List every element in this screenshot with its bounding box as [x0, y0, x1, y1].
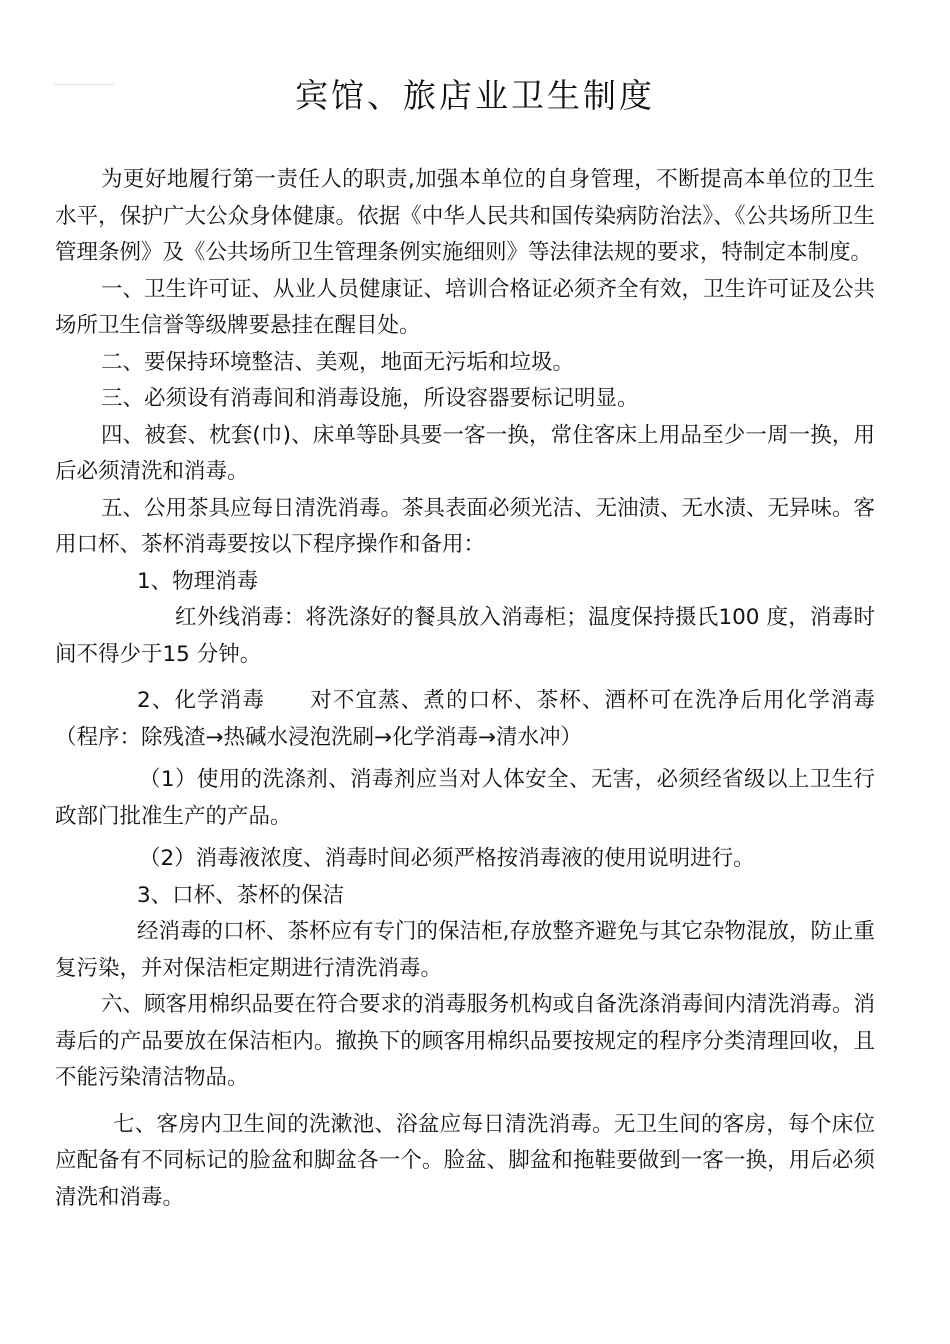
clause-7: 七、客房内卫生间的洗漱池、浴盆应每日清洗消毒。无卫生间的客房，每个床位应配备有不同标记的脸盆和脚盆各一个。脸盆、脚盆和拖鞋要做到一客一换，用后必须清洗和消毒。 [55, 1111, 875, 1210]
document-body [55, 162, 875, 1216]
subsection-chemical-disinfection: 2、化学消毒 对不宜蒸、煮的口杯、茶杯、酒杯可在洗净后用化学消毒（程序：除残渣→热碱水浸泡洗刷→化学消毒→清水冲） [55, 688, 875, 750]
clause-2: 二、要保持环境整洁、美观，地面无污垢和垃圾。 [101, 349, 575, 375]
clause-5: 五、公用茶具应每日清洗消毒。茶具表面必须光洁、无油渍、无水渍、无异味。客用口杯、茶杯消毒要按以下程序操作和备用： [55, 495, 876, 557]
clause-6: 六、顾客用棉织品要在符合要求的消毒服务机构或自备洗涤消毒间内清洗消毒。消毒后的产品要放在保洁柜内。撤换下的顾客用棉织品要按规定的程序分类清理回收，且不能污染清洁物品。 [55, 992, 876, 1090]
chemical-item-1: （1）使用的洗涤剂、消毒剂应当对人体安全、无害，必须经省级以上卫生行政部门批准生产的产品。 [55, 767, 875, 829]
infrared-disinfection-text: 红外线消毒：将洗涤好的餐具放入消毒柜；温度保持摄氏100 度，消毒时间不得少于15 分钟。 [55, 605, 875, 667]
cup-storage-text: 经消毒的口杯、茶杯应有专门的保洁柜,存放整齐避免与其它杂物混放，防止重复污染，并对保洁柜定期进行清洗消毒。 [55, 919, 875, 981]
clause-3: 三、必须设有消毒间和消毒设施，所设容器要标记明显。 [101, 386, 639, 411]
clause-1: 一、卫生许可证、从业人员健康证、培训合格证必须齐全有效，卫生许可证及公共场所卫生信誉等级牌要悬挂在醒目处。 [55, 276, 876, 338]
document-title: 宾馆、旅店业卫生制度 [295, 76, 655, 115]
subsection-physical-disinfection: 1、物理消毒 [137, 568, 259, 594]
subsection-cup-storage: 3、口杯、茶杯的保洁 [137, 882, 345, 908]
clause-4: 四、被套、枕套(巾)、床单等卧具要一客一换，常住客床上用品至少一周一换，用后必须清洗和消毒。 [55, 422, 875, 484]
intro-paragraph: 为更好地履行第一责任人的职责,加强本单位的自身管理，不断提高本单位的卫生水平，保护广大公众身体健康。依据《中华人民共和国传染病防治法》、《公共场所卫生管理条例》及《公共场所卫生管理条例实施细则》等法律法规的要求，特制定本制度。 [55, 167, 875, 265]
chemical-item-2: （2）消毒液浓度、消毒时间必须严格按消毒液的使用说明进行。 [139, 846, 755, 871]
